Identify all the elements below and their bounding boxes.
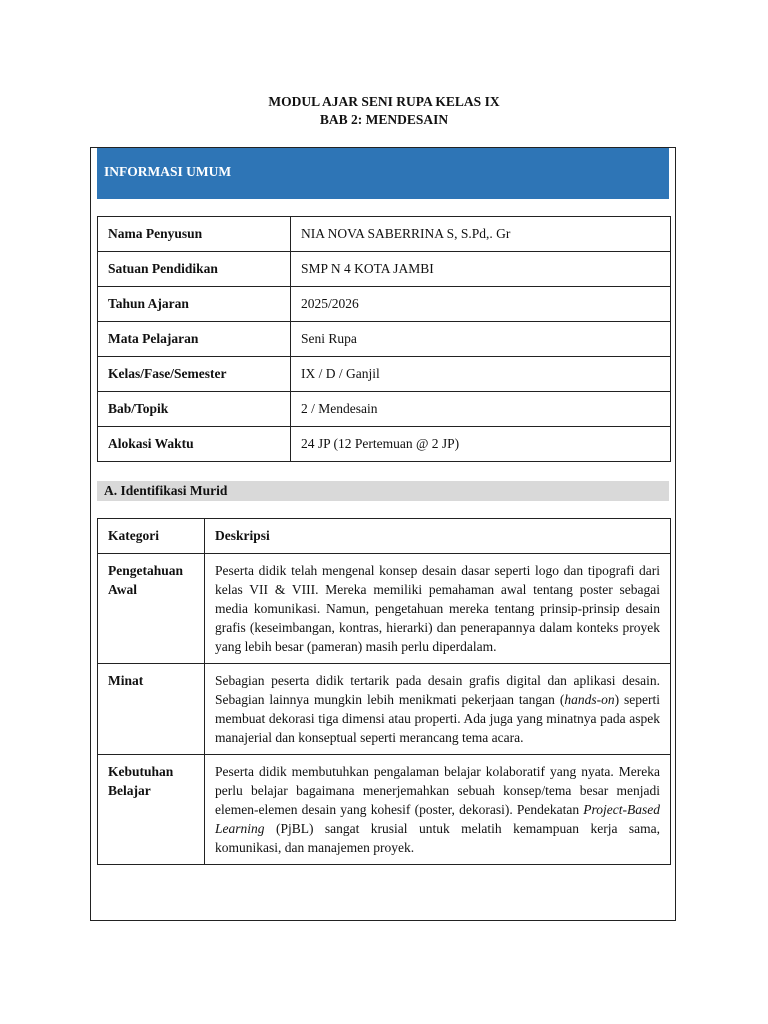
informasi-umum-header <box>97 148 669 199</box>
table-row <box>98 252 671 287</box>
table-row <box>98 217 671 252</box>
table-row <box>98 287 671 322</box>
title-line-1: MODUL AJAR SENI RUPA KELAS IX <box>268 94 500 109</box>
document-title <box>0 93 768 129</box>
table-row <box>98 322 671 357</box>
deskripsi-minat <box>205 664 671 755</box>
info-value-tahun-ajaran: 2025/2026 <box>291 287 671 322</box>
informasi-umum-title: INFORMASI UMUM <box>104 164 232 179</box>
column-header-kategori: Kategori <box>98 519 205 554</box>
kategori-kebutuhan-belajar <box>98 755 205 865</box>
kategori-label-line-1: Kebutuhan <box>108 764 174 779</box>
deskripsi-text: (PjBL) sangat krusial untuk melatih kemampuan kerja sama, komunikasi, dan manajemen proyek. <box>215 821 660 855</box>
deskripsi-pengetahuan-awal: Peserta didik telah mengenal konsep desain dasar seperti logo dan tipografi dari kelas VII & VIII. Mereka memiliki pemahaman awal tentang poster sebagai media komunikasi. Namun, pengetahuan mereka tentang prinsip-prinsip desain grafis (keseimbangan, kontras, hierarki) dan penerapannya dalam konteks proyek yang lebih besar (pameran) masih perlu diperdalam. <box>205 554 671 664</box>
deskripsi-emphasis: hands-on <box>564 692 615 707</box>
kategori-minat <box>98 664 205 755</box>
kategori-label-line-2: Awal <box>108 582 137 597</box>
table-row <box>98 554 671 664</box>
table-row <box>98 392 671 427</box>
info-label-kelas-fase-semester: Kelas/Fase/Semester <box>98 357 291 392</box>
info-label-tahun-ajaran: Tahun Ajaran <box>98 287 291 322</box>
info-value-kelas-fase-semester: IX / D / Ganjil <box>291 357 671 392</box>
identifikasi-murid-header <box>97 481 669 501</box>
info-value-satuan-pendidikan: SMP N 4 KOTA JAMBI <box>291 252 671 287</box>
table-header-row <box>98 519 671 554</box>
identifikasi-murid-title: A. Identifikasi Murid <box>104 483 228 498</box>
table-row <box>98 755 671 865</box>
informasi-umum-table <box>97 216 671 462</box>
info-label-nama-penyusun: Nama Penyusun <box>98 217 291 252</box>
kategori-label-line-1: Pengetahuan <box>108 563 184 578</box>
info-label-alokasi-waktu: Alokasi Waktu <box>98 427 291 462</box>
info-label-satuan-pendidikan: Satuan Pendidikan <box>98 252 291 287</box>
kategori-label-line-1: Minat <box>108 673 144 688</box>
title-line-2: BAB 2: MENDESAIN <box>319 112 449 127</box>
deskripsi-kebutuhan-belajar <box>205 755 671 865</box>
info-label-bab-topik: Bab/Topik <box>98 392 291 427</box>
info-value-nama-penyusun: NIA NOVA SABERRINA S, S.Pd,. Gr <box>291 217 671 252</box>
deskripsi-emphasis: Project-Based Learning <box>215 802 660 836</box>
info-value-mata-pelajaran: Seni Rupa <box>291 322 671 357</box>
kategori-label-line-2: Belajar <box>108 783 151 798</box>
deskripsi-text: Peserta didik membutuhkan pengalaman belajar kolaboratif yang nyata. Mereka perlu belajar bagaimana menerjemahkan sebuah konsep/tema besar menjadi elemen-elemen desain yang kohesif (poster, dekorasi). Pendekatan <box>215 764 660 817</box>
identifikasi-murid-table <box>97 518 671 865</box>
info-value-alokasi-waktu: 24 JP (12 Pertemuan @ 2 JP) <box>291 427 671 462</box>
deskripsi-text: Sebagian peserta didik tertarik pada desain grafis digital dan aplikasi desain. Sebagian lainnya mungkin lebih menikmati pekerjaan tangan ( <box>215 673 660 707</box>
deskripsi-text: ) seperti membuat dekorasi tiga dimensi atau properti. Ada juga yang minatnya pada aspek manajerial dan konseptual seperti merancang tema acara. <box>215 692 660 745</box>
info-label-mata-pelajaran: Mata Pelajaran <box>98 322 291 357</box>
info-value-bab-topik: 2 / Mendesain <box>291 392 671 427</box>
table-row <box>98 357 671 392</box>
table-row <box>98 664 671 755</box>
table-row <box>98 427 671 462</box>
kategori-pengetahuan-awal <box>98 554 205 664</box>
column-header-deskripsi: Deskripsi <box>205 519 671 554</box>
